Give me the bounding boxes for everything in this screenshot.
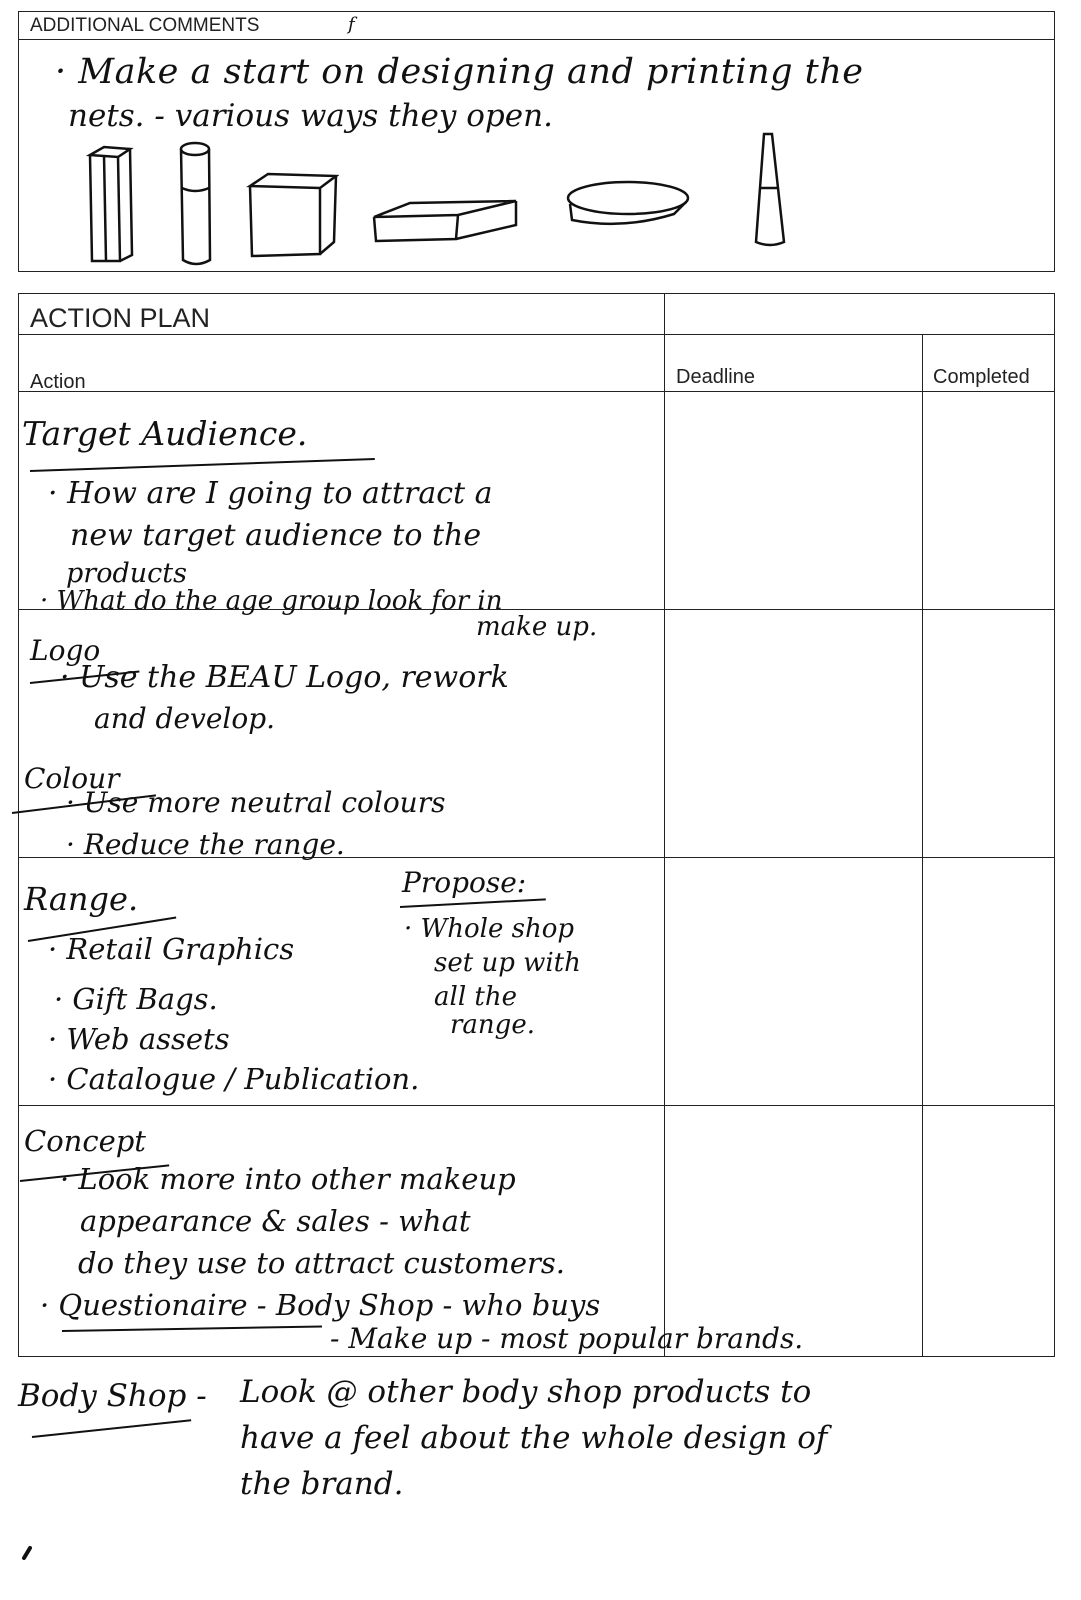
row-concept-line-4: · Questionaire - Body Shop - who buys (40, 1288, 601, 1322)
ink-dot-mark (18, 1544, 38, 1564)
row-divider-3 (18, 1105, 1055, 1106)
row-logo-line-1: · Use the BEAU Logo, rework (60, 660, 509, 695)
additional-comments-box (18, 11, 1055, 272)
action-plan-heading: ACTION PLAN (30, 303, 211, 333)
row-range-propose-line-2: set up with (434, 948, 581, 978)
footer-note-line-1: Look @ other body shop products to (240, 1374, 812, 1410)
row-target-audience-title: Target Audience. (22, 414, 308, 453)
footer-note-line-3: the brand. (240, 1466, 404, 1502)
row-concept-line-3: do they use to attract customers. (78, 1246, 566, 1280)
row-range-propose-line-4: range. (450, 1010, 535, 1040)
header-row-divider (18, 391, 1055, 392)
cube-icon (244, 170, 339, 260)
comments-heading-divider (18, 39, 1055, 40)
row-target-audience-line-2: new target audience to the (70, 518, 482, 553)
flat-box-icon (370, 195, 520, 247)
column-header-action: Action (30, 371, 86, 393)
row-colour-line-1: · Use more neutral colours (66, 786, 446, 819)
row-range-propose-title: Propose: (402, 866, 527, 899)
row-colour-line-2: · Reduce the range. (66, 828, 345, 861)
cylinder-icon (176, 140, 216, 268)
row-logo-line-2: and develop. (94, 702, 276, 735)
comments-line-1: · Make a start on designing and printing the (55, 52, 864, 92)
tapered-tube-icon (748, 130, 788, 250)
row-concept-line-2: appearance & sales - what (80, 1204, 471, 1238)
row-range-line-4: · Catalogue / Publication. (48, 1062, 420, 1096)
row-range-line-3: · Web assets (48, 1022, 230, 1056)
comments-line-2: nets. - various ways they open. (68, 98, 553, 134)
row-range-line-1: · Retail Graphics (48, 932, 295, 966)
row-concept-line-5: - Make up - most popular brands. (330, 1322, 804, 1355)
footer-note-title: Body Shop - (18, 1378, 207, 1414)
row-target-audience-line-3: products (66, 558, 187, 589)
tall-box-icon (86, 145, 136, 265)
deadline-column-divider (664, 293, 665, 1357)
row-range-propose-line-1: · Whole shop (404, 914, 575, 944)
row-range-title: Range. (24, 880, 139, 918)
heading-row-divider (18, 334, 1055, 335)
column-header-deadline: Deadline (676, 366, 755, 388)
row-range-propose-line-3: all the (434, 982, 517, 1012)
comments-heading: ADDITIONAL COMMENTS (30, 15, 260, 36)
row-range-line-2: · Gift Bags. (54, 982, 218, 1016)
row-concept-line-1: · Look more into other makeup (60, 1162, 516, 1196)
footer-note-underline (32, 1419, 191, 1438)
footer-note-line-2: have a feel about the whole design of (240, 1420, 828, 1456)
comments-margin-mark: f (348, 14, 355, 35)
completed-column-divider (922, 334, 923, 1357)
row-target-audience-line-4: · What do the age group look for in (40, 586, 503, 616)
oval-tin-icon (562, 178, 692, 230)
row-target-audience-line-5: make up. (476, 612, 598, 642)
row-target-audience-line-1: · How are I going to attract a (48, 476, 493, 511)
row-concept-title: Concept (24, 1124, 146, 1158)
row-colour-title: Colour (24, 762, 120, 795)
row-logo-title: Logo (30, 634, 101, 667)
column-header-completed: Completed (933, 366, 1030, 388)
